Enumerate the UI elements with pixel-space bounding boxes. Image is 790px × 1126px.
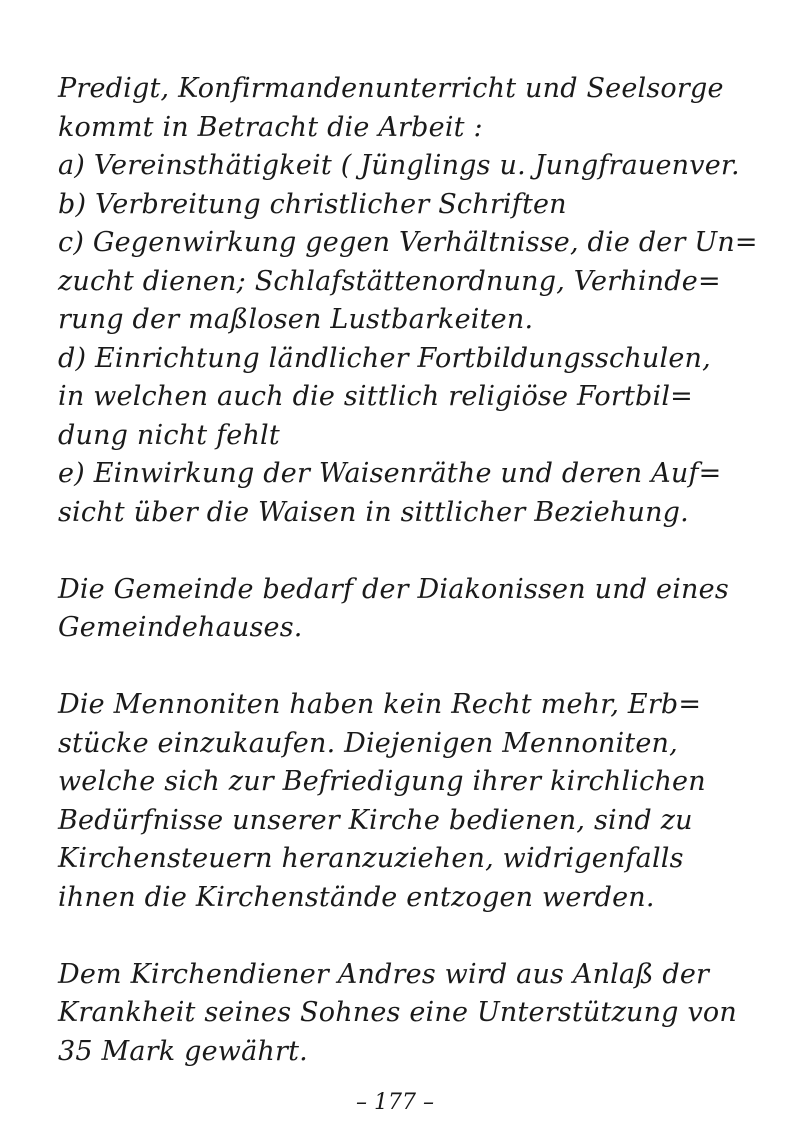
text-line: stücke einzukaufen. Diejenigen Mennoniten, — [58, 727, 678, 759]
text-line: Die Gemeinde bedarf der Diakonissen und eines — [58, 573, 729, 605]
page-number: – 177 – — [356, 1090, 434, 1115]
text-line: zucht dienen; Schlafstättenordnung, Verhinde= — [58, 265, 721, 297]
text-line: Bedürfnisse unserer Kirche bedienen, sind zu — [58, 804, 693, 836]
list-item-e: e) Einwirkung der Waisenräthe und deren Auf= — [58, 458, 722, 489]
text-line: 35 Mark gewährt. — [58, 1035, 308, 1067]
paragraph-gap — [58, 917, 758, 956]
page-body — [58, 70, 758, 1071]
text-line: rung der maßlosen Lustbarkeiten. — [58, 304, 534, 335]
text-line: Krankheit seines Sohnes eine Unterstützung von — [58, 997, 737, 1028]
paragraph-mennonites — [58, 686, 758, 917]
paragraph-deaconesses — [58, 571, 758, 648]
text-line: kommt in Betracht die Arbeit : — [58, 111, 483, 143]
text-line: Kirchensteuern heranzuziehen, widrigenfalls — [58, 843, 684, 874]
text-line: welche sich zur Befriedigung ihrer kirchlichen — [58, 766, 706, 797]
list-item-d: d) Einrichtung ländlicher Fortbildungsschulen, — [58, 342, 711, 374]
paragraph-gap — [58, 648, 758, 687]
list-item-a: a) Vereinsthätigkeit ( Jünglings u. Jungfrauenver. — [58, 150, 740, 181]
text-line: Die Mennoniten haben kein Recht mehr, Erb= — [58, 689, 702, 720]
list-item-c: c) Gegenwirkung gegen Verhältnisse, die der Un= — [58, 227, 758, 258]
text-line: Gemeindehauses. — [58, 612, 303, 643]
text-line: sicht über die Waisen in sittlicher Beziehung. — [58, 496, 689, 528]
text-line: Predigt, Konfirmandenunterricht und Seelsorge — [58, 73, 724, 104]
paragraph-support-grant — [58, 956, 758, 1072]
text-line: ihnen die Kirchenstände entzogen werden. — [58, 881, 655, 913]
text-line: dung nicht fehlt — [58, 419, 280, 451]
paragraph-church-work — [58, 70, 758, 532]
paragraph-gap — [58, 532, 758, 571]
list-item-b: b) Verbreitung christlicher Schriften — [58, 188, 567, 220]
text-line: Dem Kirchendiener Andres wird aus Anlaß der — [58, 958, 710, 990]
text-line: in welchen auch die sittlich religiöse Fortbil= — [58, 381, 694, 412]
